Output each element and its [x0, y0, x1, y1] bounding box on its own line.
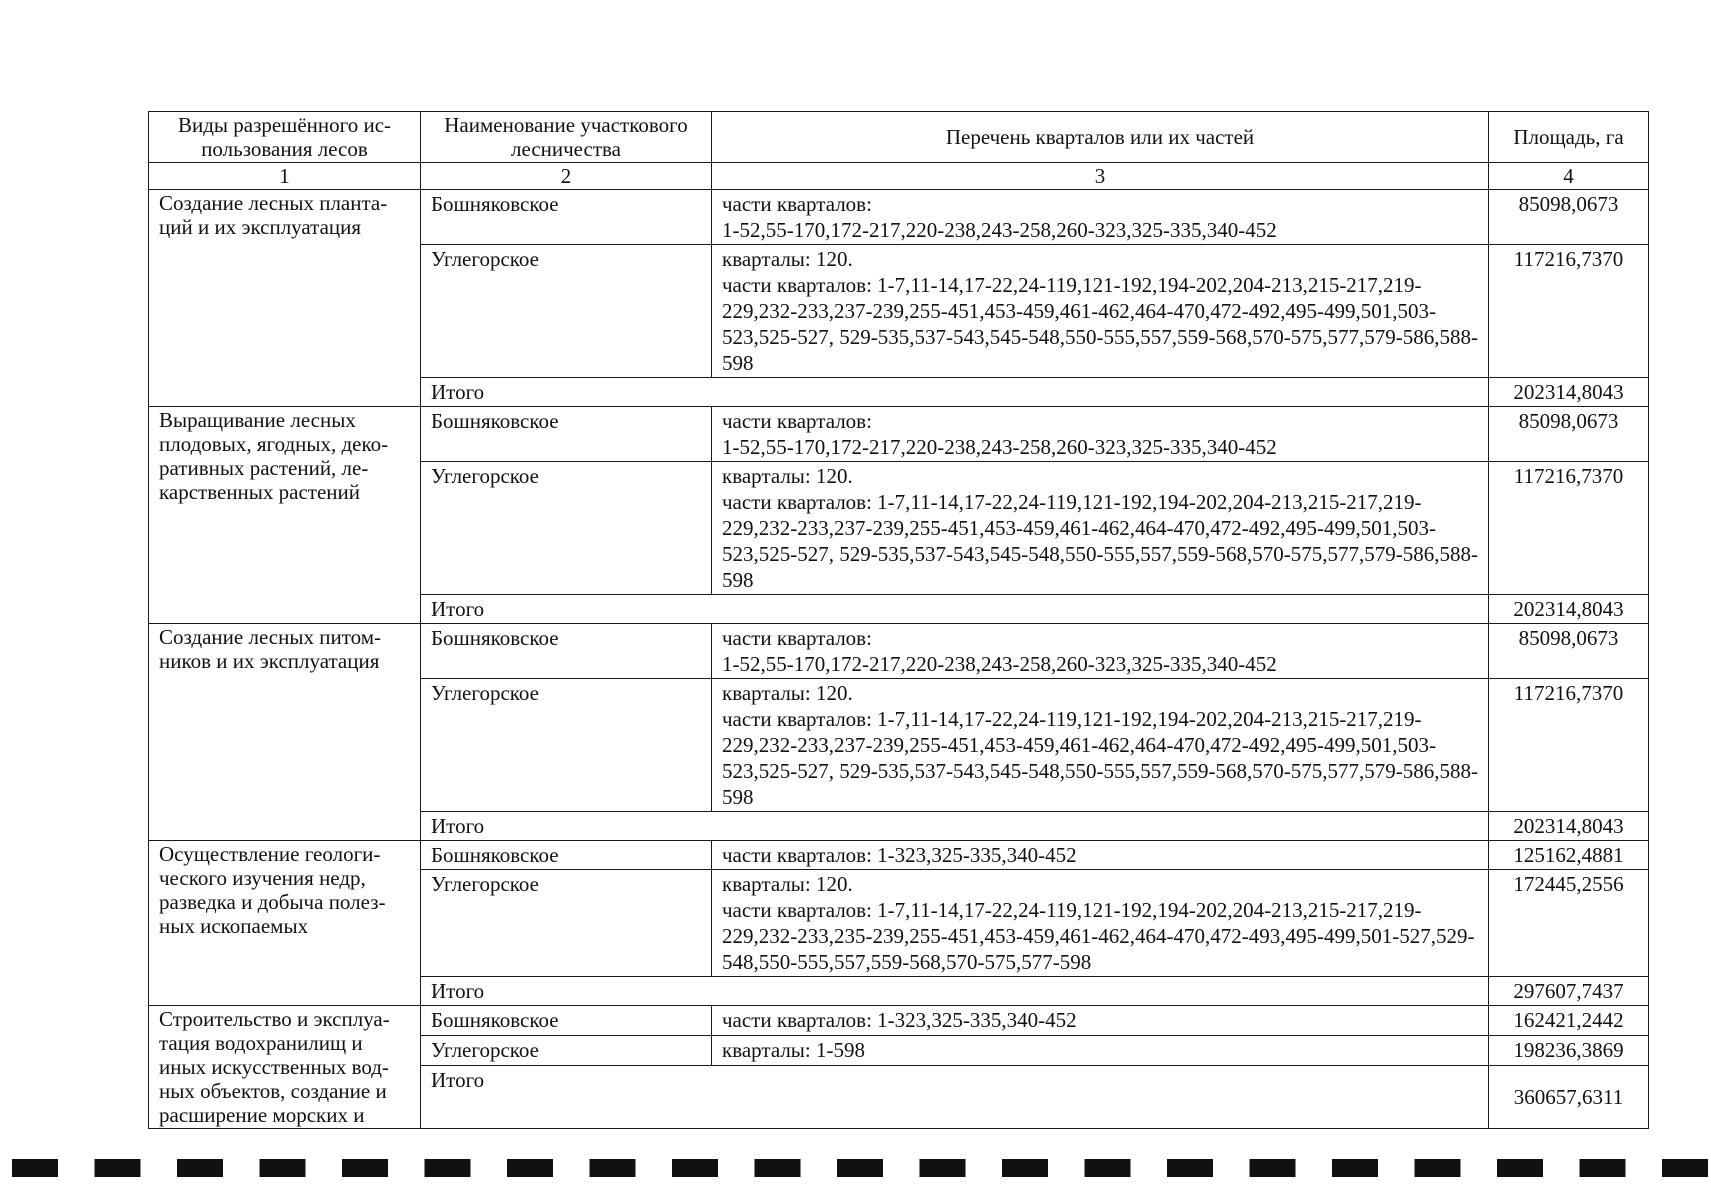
column-number-2: 2 [421, 163, 712, 190]
column-number-4: 4 [1489, 163, 1649, 190]
perforation-dash [12, 1159, 58, 1177]
quarters-list-cell: части кварталов: 1-52,55-170,172-217,220-238,243-258,260-323,325-335,340-452 [712, 407, 1489, 462]
table-row [149, 407, 1649, 462]
perforation-dash [920, 1159, 966, 1177]
perforation-dash [1580, 1159, 1626, 1177]
forest-usage-table [148, 111, 1649, 1129]
area-cell: 117216,7370 [1489, 462, 1649, 595]
area-cell: 85098,0673 [1489, 190, 1649, 245]
quarters-list-cell: кварталы: 1-598 [712, 1036, 1489, 1066]
total-area-cell: 202314,8043 [1489, 378, 1649, 407]
header-usage-type: Виды разрешённого ис-пользования лесов [149, 112, 421, 163]
forestry-name-cell: Бошняковское [421, 841, 712, 870]
quarters-list-cell: кварталы: 120. части кварталов: 1-7,11-14,17-22,24-119,121-192,194-202,204-213,215-217,219-229,232-233,235-239,255-451,453-459,461-462,464-470,472-493,495-499,501-527,529-548,550-555,557,559-568,570-575,577-598 [712, 870, 1489, 977]
usage-type-cell: Создание лесных питом-ников и их эксплуатация [149, 624, 421, 841]
total-label: Итого [421, 378, 1489, 407]
forestry-name-cell: Углегорское [421, 245, 712, 378]
header-area: Площадь, га [1489, 112, 1649, 163]
perforation-dash [1662, 1159, 1708, 1177]
perforation-dash [1250, 1159, 1296, 1177]
perforation-dash [507, 1159, 553, 1177]
area-cell: 85098,0673 [1489, 624, 1649, 679]
forestry-name-cell: Бошняковское [421, 624, 712, 679]
perforation-dash [95, 1159, 141, 1177]
perforation-dash [755, 1159, 801, 1177]
quarters-list-cell: части кварталов: 1-52,55-170,172-217,220-238,243-258,260-323,325-335,340-452 [712, 190, 1489, 245]
table-row [149, 841, 1649, 870]
forestry-name-cell: Углегорское [421, 462, 712, 595]
total-area-cell: 360657,6311 [1489, 1066, 1649, 1129]
total-area-cell: 202314,8043 [1489, 595, 1649, 624]
column-number-row [149, 163, 1649, 190]
header-forestry-name: Наименование участкового лесничества [421, 112, 712, 163]
area-cell: 198236,3869 [1489, 1036, 1649, 1066]
forestry-name-cell: Углегорское [421, 679, 712, 812]
usage-type-cell: Выращивание лесных плодовых, ягодных, деко-ративных растений, ле-карственных растений [149, 407, 421, 624]
usage-type-cell: Строительство и эксплуа-тация водохранилищ и иных искусственных вод-ных объектов, создание и расширение морских и [149, 1006, 421, 1129]
perforation-dash [260, 1159, 306, 1177]
area-cell: 117216,7370 [1489, 245, 1649, 378]
perforation-dash [1332, 1159, 1378, 1177]
area-cell: 125162,4881 [1489, 841, 1649, 870]
perforation-dash [1497, 1159, 1543, 1177]
column-number-1: 1 [149, 163, 421, 190]
usage-type-cell: Создание лесных планта-ций и их эксплуатация [149, 190, 421, 407]
table-body [149, 190, 1649, 1129]
usage-type-cell: Осуществление геологи-ческого изучения недр, разведка и добыча полез-ных ископаемых [149, 841, 421, 1006]
perforation-dash [590, 1159, 636, 1177]
quarters-list-cell: кварталы: 120. части кварталов: 1-7,11-14,17-22,24-119,121-192,194-202,204-213,215-217,219-229,232-233,237-239,255-451,453-459,461-462,464-470,472-492,495-499,501,503-523,525-527, 529-535,537-543,545-548,550-555,557,559-568,570-575,577,579-586,588-598 [712, 679, 1489, 812]
quarters-list-cell: части кварталов: 1-323,325-335,340-452 [712, 841, 1489, 870]
quarters-list-cell: части кварталов: 1-52,55-170,172-217,220-238,243-258,260-323,325-335,340-452 [712, 624, 1489, 679]
perforation-dash [1085, 1159, 1131, 1177]
area-cell: 162421,2442 [1489, 1006, 1649, 1036]
perforation-strip [0, 1155, 1711, 1181]
perforation-dash [672, 1159, 718, 1177]
table-row [149, 624, 1649, 679]
area-cell: 172445,2556 [1489, 870, 1649, 977]
perforation-dash [1415, 1159, 1461, 1177]
perforation-dash [837, 1159, 883, 1177]
table-row [149, 1006, 1649, 1036]
perforation-dash [425, 1159, 471, 1177]
header-quarters-list: Перечень кварталов или их частей [712, 112, 1489, 163]
quarters-list-cell: кварталы: 120. части кварталов: 1-7,11-14,17-22,24-119,121-192,194-202,204-213,215-217,219-229,232-233,237-239,255-451,453-459,461-462,464-470,472-492,495-499,501,503-523,525-527, 529-535,537-543,545-548,550-555,557,559-568,570-575,577,579-586,588-598 [712, 245, 1489, 378]
perforation-dash [1002, 1159, 1048, 1177]
perforation-dash [177, 1159, 223, 1177]
forestry-name-cell: Углегорское [421, 1036, 712, 1066]
total-label: Итого [421, 812, 1489, 841]
column-number-3: 3 [712, 163, 1489, 190]
area-cell: 85098,0673 [1489, 407, 1649, 462]
area-cell: 117216,7370 [1489, 679, 1649, 812]
perforation-dash [1167, 1159, 1213, 1177]
table-row [149, 190, 1649, 245]
quarters-list-cell: кварталы: 120. части кварталов: 1-7,11-14,17-22,24-119,121-192,194-202,204-213,215-217,219-229,232-233,237-239,255-451,453-459,461-462,464-470,472-492,495-499,501,503-523,525-527, 529-535,537-543,545-548,550-555,557,559-568,570-575,577,579-586,588-598 [712, 462, 1489, 595]
total-area-cell: 297607,7437 [1489, 977, 1649, 1006]
quarters-list-cell: части кварталов: 1-323,325-335,340-452 [712, 1006, 1489, 1036]
total-label: Итого [421, 1066, 1489, 1129]
forestry-name-cell: Углегорское [421, 870, 712, 977]
total-label: Итого [421, 977, 1489, 1006]
perforation-dash [342, 1159, 388, 1177]
total-area-cell: 202314,8043 [1489, 812, 1649, 841]
forestry-name-cell: Бошняковское [421, 407, 712, 462]
forestry-name-cell: Бошняковское [421, 1006, 712, 1036]
header-row [149, 112, 1649, 163]
forestry-name-cell: Бошняковское [421, 190, 712, 245]
total-label: Итого [421, 595, 1489, 624]
